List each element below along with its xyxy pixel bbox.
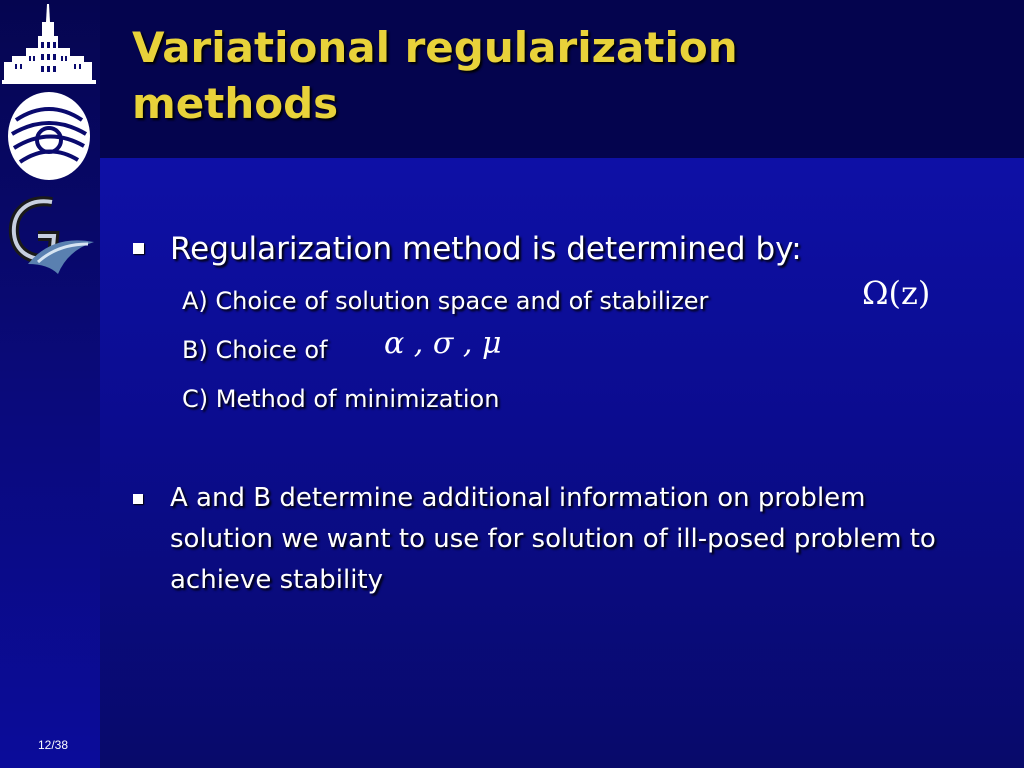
university-building-logo [2, 4, 96, 84]
g-wave-logo [8, 194, 96, 278]
stabilizer-formula: Ω(z) [862, 274, 931, 312]
slide-title [132, 20, 992, 132]
title-line-2: methods [132, 79, 339, 128]
swirl-globe-logo [6, 90, 92, 182]
parameters-formula: α , σ , μ [384, 326, 502, 361]
bullet-square-icon [133, 494, 143, 504]
page-number: 12/38 [38, 738, 69, 752]
sub-item-a-text: A) Choice of solution space and of stabilizer [182, 287, 709, 315]
bullet-square-icon [133, 243, 144, 254]
title-line-1: Variational regularization [132, 23, 738, 72]
sub-item-c-text: C) Method of minimization [182, 385, 500, 413]
bullet-1-text: Regularization method is determined by: [170, 231, 802, 267]
sub-item-b-text: B) Choice of [182, 336, 328, 364]
bullet-2-text: A and B determine additional information on problem solution we want to use for solution of ill-posed problem to achieve stability [170, 483, 936, 595]
